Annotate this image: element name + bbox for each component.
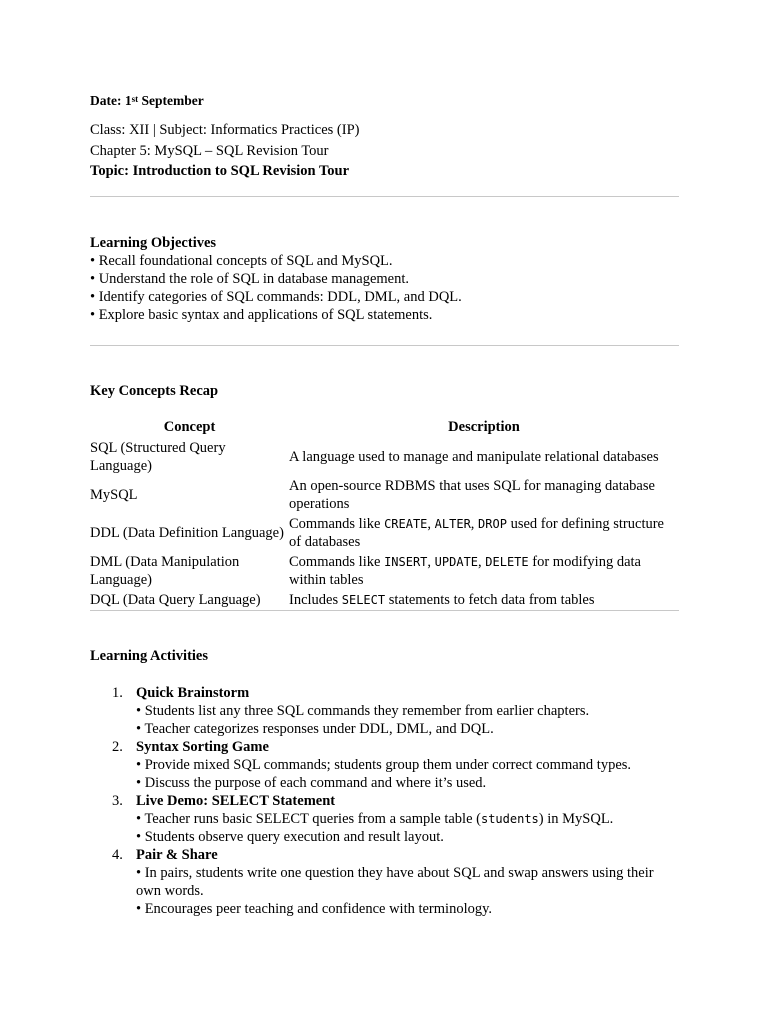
objectives-title: Learning Objectives [90, 234, 217, 251]
divider [90, 345, 679, 346]
concept-cell: DDL (Data Definition Language) [90, 524, 284, 541]
code-keyword: CREATE [384, 516, 428, 531]
code-keyword: UPDATE [434, 554, 479, 569]
list-item [90, 792, 679, 846]
activity-line: • Teacher categorizes responses under DDL, DML, and DQL. [136, 720, 494, 737]
table-row [90, 514, 679, 552]
description-cell: Commands like CREATE, ALTER, DROP used for defining structure of databases [289, 515, 664, 550]
activity-title: Quick Brainstorm [136, 684, 250, 701]
key-concepts-title: Key Concepts Recap [90, 382, 219, 399]
header-description: Description [448, 418, 520, 435]
item-number: 2. [112, 738, 123, 755]
code-keyword: students [480, 811, 539, 826]
code-keyword: DELETE [485, 554, 529, 569]
list-item [90, 738, 679, 792]
activity-line: • In pairs, students write one question they have about SQL and swap answers using their own words. [136, 864, 654, 899]
objective-item: • Recall foundational concepts of SQL and MySQL. [90, 252, 393, 269]
date-line [90, 92, 679, 110]
item-number: 1. [112, 684, 123, 701]
concept-cell: SQL (Structured Query Language) [90, 439, 226, 474]
table-header-row [90, 417, 679, 438]
activities-list [90, 684, 679, 918]
concepts-table [90, 417, 679, 610]
learning-activities-title: Learning Activities [90, 647, 209, 664]
divider [90, 196, 679, 197]
description-cell: A language used to manage and manipulate relational databases [289, 448, 659, 465]
list-item [90, 684, 679, 738]
table-row [90, 476, 679, 514]
activity-title: Syntax Sorting Game [136, 738, 269, 755]
code-keyword: SELECT [341, 592, 386, 607]
activity-title: Live Demo: SELECT Statement [136, 792, 336, 809]
table-row [90, 552, 679, 590]
item-number: 4. [112, 846, 123, 863]
activity-line: • Teacher runs basic SELECT queries from a sample table (students) in MySQL. [136, 810, 614, 827]
objective-item: • Understand the role of SQL in database management. [90, 270, 410, 287]
objective-item: • Identify categories of SQL commands: DDL, DML, and DQL. [90, 288, 462, 305]
list-item [90, 846, 679, 918]
concept-cell: DQL (Data Query Language) [90, 591, 261, 608]
activity-line: • Provide mixed SQL commands; students group them under correct command types. [136, 756, 632, 773]
table-row [90, 438, 679, 476]
date-prefix: Date: 1 [90, 93, 132, 108]
description-cell: An open-source RDBMS that uses SQL for managing database operations [289, 477, 655, 512]
code-keyword: ALTER [434, 516, 471, 531]
date-superscript: st [131, 94, 139, 104]
objective-item: • Explore basic syntax and applications of SQL statements. [90, 306, 433, 323]
document-content [90, 92, 679, 918]
header-concept: Concept [163, 418, 216, 435]
description-cell: Includes SELECT statements to fetch data from tables [289, 591, 595, 608]
activity-title: Pair & Share [136, 846, 218, 863]
concept-cell: DML (Data Manipulation Language) [90, 553, 240, 588]
learning-objectives-section [90, 234, 679, 324]
activity-line: • Students observe query execution and result layout. [136, 828, 444, 845]
date-suffix: September [138, 93, 204, 108]
table-row [90, 590, 679, 610]
code-keyword: INSERT [384, 554, 428, 569]
description-cell: Commands like INSERT, UPDATE, DELETE for modifying data within tables [289, 553, 641, 588]
code-keyword: DROP [478, 516, 507, 531]
concept-cell: MySQL [90, 486, 138, 503]
class-line: Class: XII | Subject: Informatics Practices (IP) [90, 122, 360, 138]
concepts-table-wrapper [90, 417, 679, 611]
item-number: 3. [112, 792, 123, 809]
activity-line: • Students list any three SQL commands they remember from earlier chapters. [136, 702, 590, 719]
topic-line: Topic: Introduction to SQL Revision Tour [90, 163, 350, 179]
chapter-line: Chapter 5: MySQL – SQL Revision Tour [90, 142, 329, 159]
activity-line: • Encourages peer teaching and confidence with terminology. [136, 900, 493, 917]
activity-line: • Discuss the purpose of each command and where it’s used. [136, 774, 487, 791]
